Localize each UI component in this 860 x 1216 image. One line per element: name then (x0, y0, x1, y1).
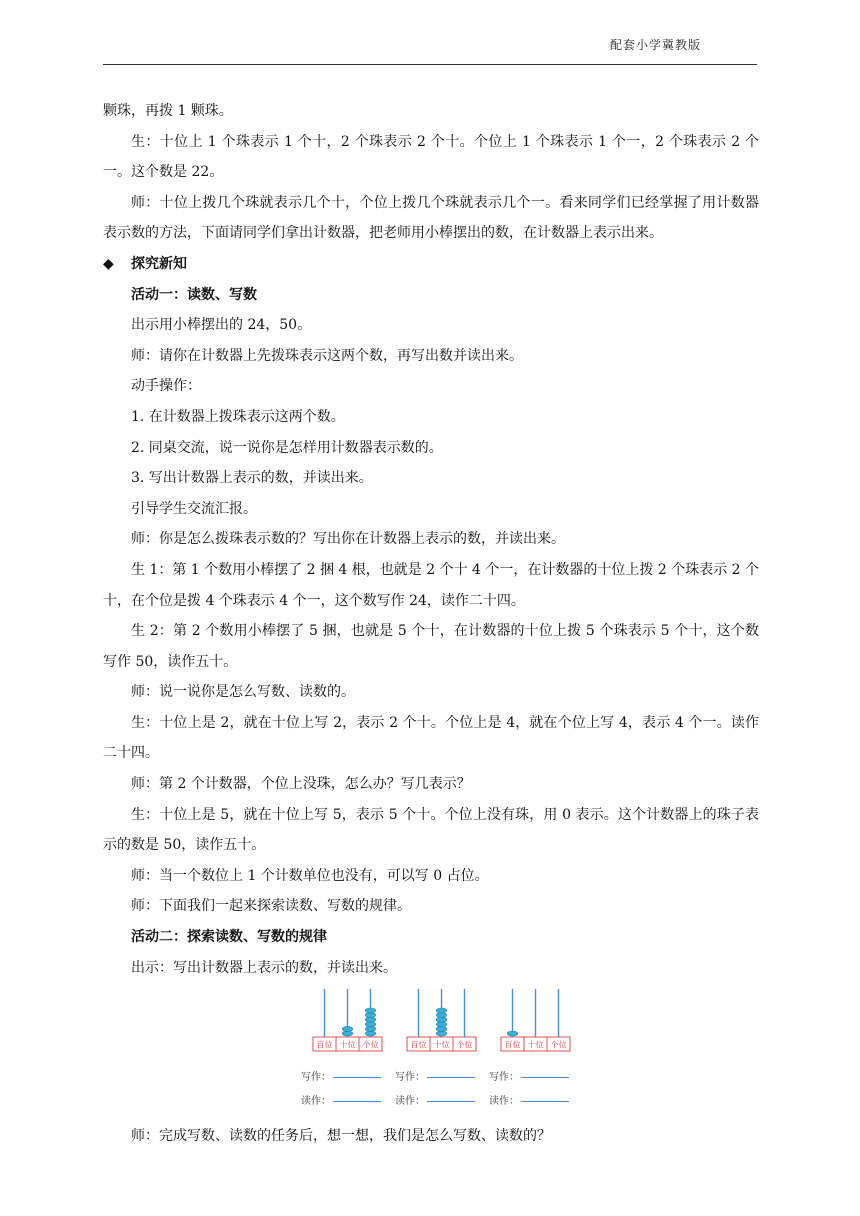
abacus-place-label: 百位 (504, 1040, 521, 1050)
abacus-bead (507, 1031, 517, 1036)
document-body (103, 96, 759, 1152)
abacus-place-label: 个位 (362, 1040, 379, 1050)
read-answer-line[interactable] (521, 1101, 569, 1102)
abacus-bead (436, 1031, 446, 1036)
write-label: 写作： (395, 1072, 425, 1084)
read-label: 读作： (489, 1096, 519, 1108)
header-rule (103, 64, 757, 65)
abacus-bead (365, 1017, 375, 1022)
activity2-intro: 出示：写出计数器上表示的数，并读出来。 (131, 959, 397, 976)
activity1-paragraph: 师：说一说你是怎么写数、读数的。 (131, 684, 355, 701)
activity2-closing: 师：完成写数、读数的任务后，想一想，我们是怎么写数、读数的？ (131, 1128, 551, 1145)
write-answer-line[interactable] (521, 1077, 569, 1078)
read-label: 读作： (301, 1096, 331, 1108)
abacus-bead (365, 1027, 375, 1032)
section-title: 探究新知 (131, 255, 187, 272)
page-header-text: 配套小学冀教版 (610, 38, 702, 52)
activity1-paragraph: 生 2：第 2 个数用小棒摆了 5 捆，也就是 5 个十，在计数器的十位上拨 5 个珠表示 5 个十，这个数写作 50，读作五十。 (103, 623, 759, 670)
activity1-paragraph: 动手操作： (131, 378, 201, 395)
activity2-title: 活动二：探索读数、写数的规律 (131, 929, 327, 946)
activity1-paragraph: 师：下面我们一起来探索读数、写数的规律。 (131, 898, 411, 915)
read-label: 读作： (395, 1096, 425, 1108)
abacus-bead (436, 1022, 446, 1027)
write-answer-line[interactable] (333, 1077, 381, 1078)
activity1-paragraph: 师：你是怎么拨珠表示数的？写出你在计数器上表示的数，并读出来。 (131, 531, 565, 548)
write-label: 写作： (489, 1072, 519, 1084)
abacus-bead (436, 1027, 446, 1032)
abacus-place-label: 十位 (433, 1040, 450, 1050)
activity1-paragraph: 1. 在计数器上拨珠表示这两个数。 (131, 408, 345, 425)
abacus-figure (103, 989, 759, 1117)
abacus-place-label: 百位 (410, 1040, 427, 1050)
abacus-bead (365, 1031, 375, 1036)
write-answer-line[interactable] (427, 1077, 475, 1078)
activity1-paragraph: 师：第 2 个计数器，个位上没珠，怎么办？写几表示？ (131, 776, 471, 793)
abacus-place-label: 个位 (550, 1040, 567, 1050)
read-answer-line[interactable] (427, 1101, 475, 1102)
activity1-paragraph: 3. 写出计数器上表示的数，并读出来。 (131, 470, 373, 487)
paragraph-top-0: 颗珠，再拨 1 颗珠。 (103, 103, 233, 119)
paragraph-top-1: 生：十位上 1 个珠表示 1 个十，2 个珠表示 2 个十。个位上 1 个珠表示 1 个一，2 个珠表示 2 个一。这个数是 22。 (103, 133, 759, 181)
activity1-paragraph: 生：十位上是 2，就在十位上写 2，表示 2 个十。个位上是 4，就在个位上写 4，表示 4 个一。读作二十四。 (103, 714, 759, 762)
abacus-bead (342, 1027, 352, 1032)
activity1-paragraph: 师：请你在计数器上先拨珠表示这两个数，再写出数并读出来。 (131, 347, 523, 364)
activity1-paragraph: 生 1：第 1 个数用小棒摆了 2 捆 4 根，也就是 2 个十 4 个一，在计数器的十位上拨 2 个珠表示 2 个十，在个位是拨 4 个珠表示 4 个一，这个数写作 24，读作二十四。 (103, 561, 760, 609)
section-heading (103, 249, 759, 280)
abacus-bead (436, 1013, 446, 1018)
paragraph-top-2: 师：十位上拨几个珠就表示几个十，个位上拨几个珠就表示几个一。看来同学们已经掌握了用计数器表示数的方法，下面请同学们拿出计数器，把老师用小棒摆出的数，在计数器上表示出来。 (103, 194, 759, 242)
abacus-bead (436, 1017, 446, 1022)
abacus-place-label: 百位 (316, 1040, 333, 1050)
abacus-bead (342, 1031, 352, 1036)
activity1-paragraph: 师：当一个数位上 1 个计数单位也没有，可以写 0 占位。 (131, 867, 489, 884)
abacus-place-label: 十位 (527, 1040, 544, 1050)
activity1-title: 活动一：读数、写数 (131, 286, 257, 303)
read-answer-line[interactable] (333, 1101, 381, 1102)
abacus-bead (365, 1008, 375, 1013)
abacus-bead (436, 1008, 446, 1013)
activity1-paragraph: 出示用小棒摆出的 24，50。 (131, 317, 312, 334)
abacus-place-label: 个位 (456, 1040, 473, 1050)
activity1-paragraph: 生：十位上是 5，就在十位上写 5，表示 5 个十。个位上没有珠，用 0 表示。这个计数器上的珠子表示的数是 50，读作五十。 (103, 806, 759, 854)
abacus-illustration (103, 989, 759, 1117)
write-label: 写作： (301, 1072, 331, 1084)
activity1-paragraph: 2. 同桌交流，说一说你是怎样用计数器表示数的。 (131, 439, 443, 456)
abacus-bead (365, 1013, 375, 1018)
abacus-bead (365, 1022, 375, 1027)
abacus-place-label: 十位 (339, 1040, 356, 1050)
activity1-paragraph: 引导学生交流汇报。 (131, 500, 257, 517)
diamond-bullet-icon: ◆ (103, 255, 114, 272)
